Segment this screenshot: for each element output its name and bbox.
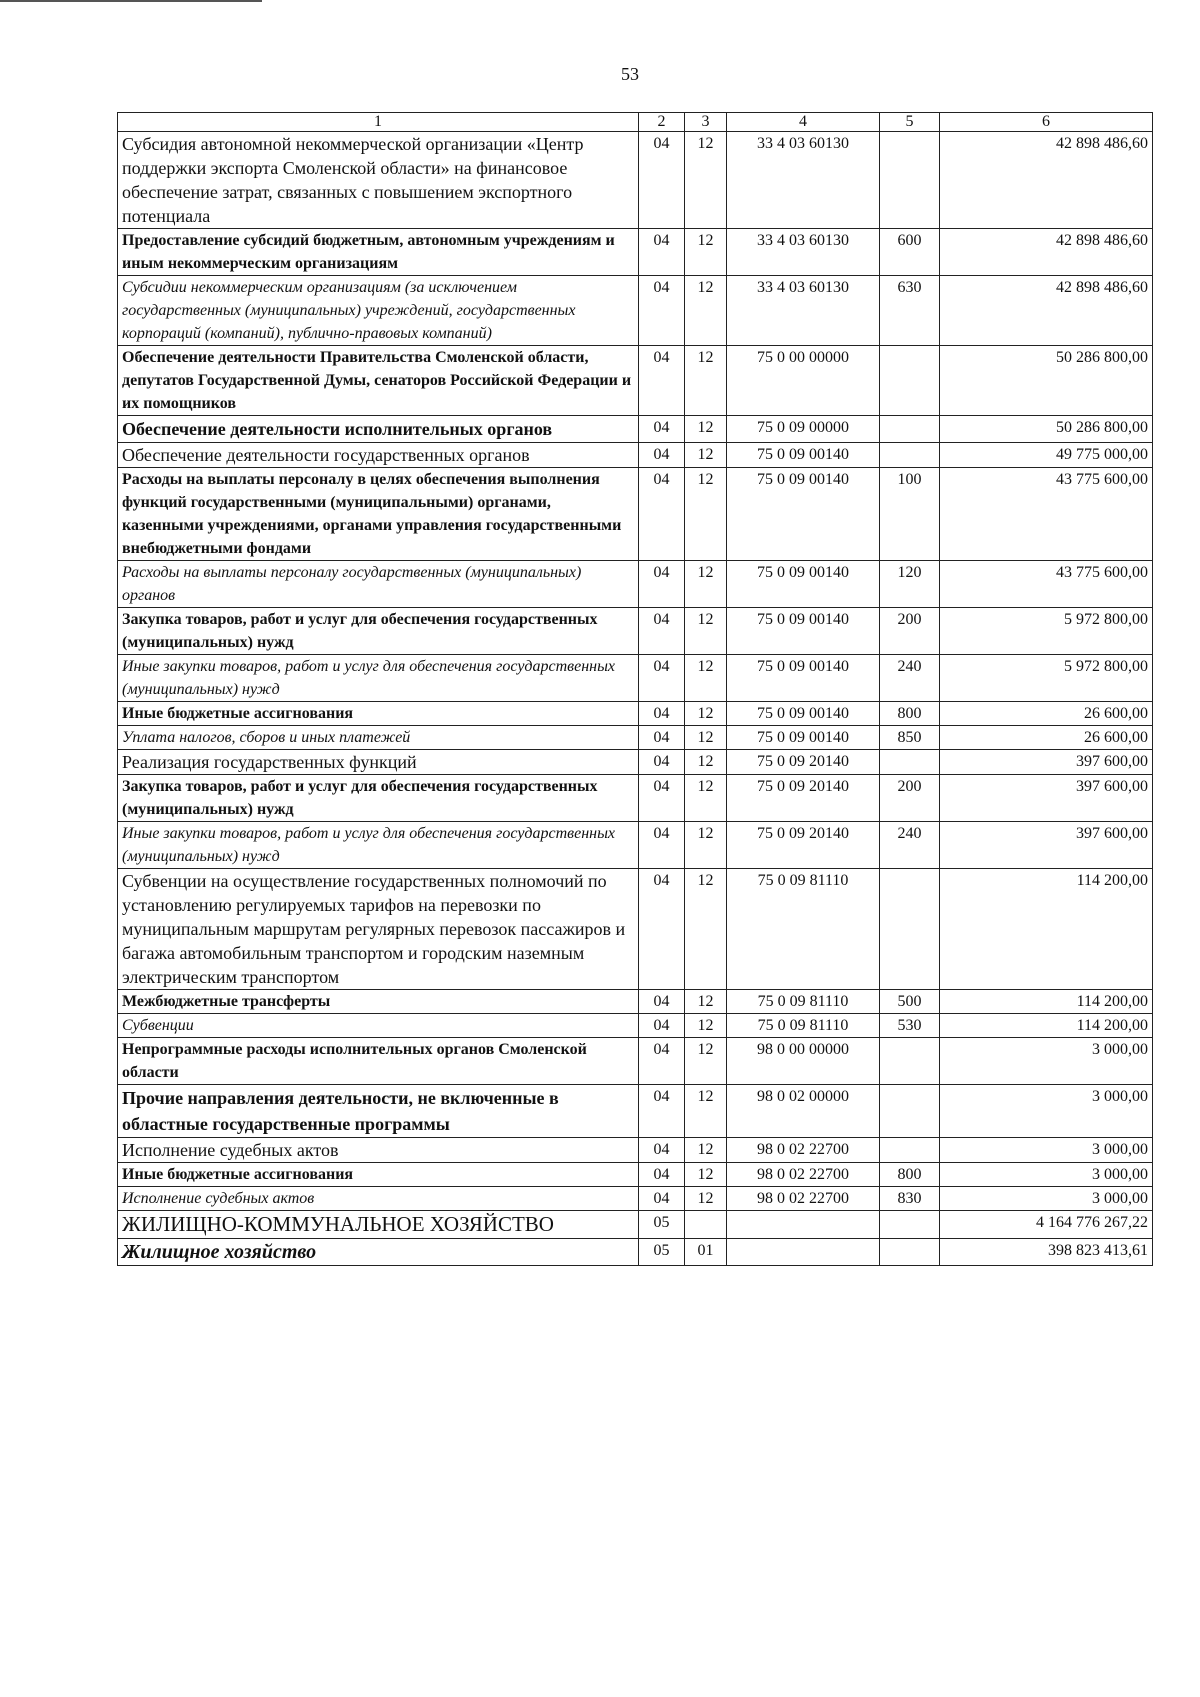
amount-cell: 398 823 413,61 — [940, 1239, 1153, 1266]
amount-cell: 397 600,00 — [940, 822, 1153, 869]
amount-cell: 43 775 600,00 — [940, 468, 1153, 561]
subsection-cell: 12 — [685, 775, 727, 822]
column-header: 1 — [118, 113, 639, 132]
row-name-cell: Жилищное хозяйство — [118, 1239, 639, 1266]
target-article-cell: 75 0 09 00140 — [727, 561, 880, 608]
subsection-cell: 12 — [685, 346, 727, 416]
subsection-cell: 12 — [685, 561, 727, 608]
section-cell: 04 — [639, 416, 685, 443]
section-cell: 04 — [639, 1085, 685, 1138]
expense-type-cell: 500 — [880, 990, 940, 1014]
table-row — [118, 1138, 1153, 1163]
budget-table — [117, 112, 1153, 1266]
subsection-cell: 12 — [685, 1038, 727, 1085]
row-name-cell: Иные бюджетные ассигнования — [118, 1163, 639, 1187]
table-row — [118, 346, 1153, 416]
target-article-cell: 75 0 00 00000 — [727, 346, 880, 416]
section-cell: 04 — [639, 869, 685, 990]
section-cell: 04 — [639, 1038, 685, 1085]
section-cell: 04 — [639, 443, 685, 468]
amount-cell: 42 898 486,60 — [940, 132, 1153, 229]
row-name-cell: Закупка товаров, работ и услуг для обеспечения государственных (муниципальных) нужд — [118, 608, 639, 655]
subsection-cell: 12 — [685, 608, 727, 655]
row-name-cell: Обеспечение деятельности исполнительных органов — [118, 416, 639, 443]
amount-cell: 3 000,00 — [940, 1038, 1153, 1085]
column-header-row — [118, 113, 1153, 132]
target-article-cell: 98 0 00 00000 — [727, 1038, 880, 1085]
amount-cell: 397 600,00 — [940, 750, 1153, 775]
row-name-cell: Субсидия автономной некоммерческой организации «Центр поддержки экспорта Смоленской области» на финансовое обеспечение затрат, связанных с повышением экспортного потенциала — [118, 132, 639, 229]
expense-type-cell: 240 — [880, 655, 940, 702]
table-row — [118, 561, 1153, 608]
column-header: 5 — [880, 113, 940, 132]
expense-type-cell — [880, 346, 940, 416]
expense-type-cell — [880, 132, 940, 229]
section-cell: 04 — [639, 702, 685, 726]
subsection-cell: 12 — [685, 726, 727, 750]
section-cell: 04 — [639, 468, 685, 561]
subsection-cell: 12 — [685, 443, 727, 468]
expense-type-cell: 240 — [880, 822, 940, 869]
expense-type-cell: 830 — [880, 1187, 940, 1211]
table-row — [118, 229, 1153, 276]
target-article-cell — [727, 1239, 880, 1266]
row-name-cell: Субсидии некоммерческим организациям (за исключением государственных (муниципальных) учреждений, государственных корпораций (компаний), публично-правовых компаний) — [118, 276, 639, 346]
row-name-cell: Иные закупки товаров, работ и услуг для обеспечения государственных (муниципальных) нужд — [118, 655, 639, 702]
column-header: 2 — [639, 113, 685, 132]
section-cell: 04 — [639, 346, 685, 416]
amount-cell: 3 000,00 — [940, 1138, 1153, 1163]
amount-cell: 114 200,00 — [940, 990, 1153, 1014]
row-name-cell: Расходы на выплаты персоналу в целях обеспечения выполнения функций государственными (муниципальными) органами, казенными учреждениями, органами управления государственными внебюджетными фондами — [118, 468, 639, 561]
subsection-cell: 12 — [685, 1187, 727, 1211]
target-article-cell: 75 0 09 81110 — [727, 869, 880, 990]
amount-cell: 3 000,00 — [940, 1163, 1153, 1187]
amount-cell: 43 775 600,00 — [940, 561, 1153, 608]
expense-type-cell — [880, 1038, 940, 1085]
target-article-cell: 33 4 03 60130 — [727, 132, 880, 229]
table-row — [118, 1163, 1153, 1187]
amount-cell: 114 200,00 — [940, 1014, 1153, 1038]
section-cell: 04 — [639, 132, 685, 229]
target-article-cell: 75 0 09 00140 — [727, 655, 880, 702]
row-name-cell: Обеспечение деятельности Правительства Смоленской области, депутатов Государственной Думы, сенаторов Российской Федерации и их помощников — [118, 346, 639, 416]
subsection-cell: 12 — [685, 750, 727, 775]
expense-type-cell: 600 — [880, 229, 940, 276]
target-article-cell: 75 0 09 00140 — [727, 702, 880, 726]
section-cell: 04 — [639, 775, 685, 822]
subsection-cell: 12 — [685, 1085, 727, 1138]
section-cell: 04 — [639, 561, 685, 608]
table-row — [118, 990, 1153, 1014]
expense-type-cell: 200 — [880, 608, 940, 655]
section-cell: 04 — [639, 1138, 685, 1163]
table-row — [118, 655, 1153, 702]
row-name-cell: Расходы на выплаты персоналу государственных (муниципальных) органов — [118, 561, 639, 608]
row-name-cell: Обеспечение деятельности государственных органов — [118, 443, 639, 468]
section-cell: 04 — [639, 276, 685, 346]
subsection-cell: 12 — [685, 468, 727, 561]
table-row — [118, 822, 1153, 869]
expense-type-cell: 850 — [880, 726, 940, 750]
table-row — [118, 132, 1153, 229]
subsection-cell: 12 — [685, 229, 727, 276]
row-name-cell: Уплата налогов, сборов и иных платежей — [118, 726, 639, 750]
target-article-cell: 98 0 02 22700 — [727, 1163, 880, 1187]
amount-cell: 5 972 800,00 — [940, 655, 1153, 702]
expense-type-cell: 200 — [880, 775, 940, 822]
expense-type-cell: 630 — [880, 276, 940, 346]
subsection-cell: 12 — [685, 702, 727, 726]
expense-type-cell: 800 — [880, 1163, 940, 1187]
subsection-cell: 12 — [685, 1014, 727, 1038]
target-article-cell: 75 0 09 81110 — [727, 1014, 880, 1038]
target-article-cell — [727, 1211, 880, 1239]
target-article-cell: 98 0 02 22700 — [727, 1138, 880, 1163]
row-name-cell: Непрограммные расходы исполнительных органов Смоленской области — [118, 1038, 639, 1085]
section-cell: 04 — [639, 750, 685, 775]
expense-type-cell: 530 — [880, 1014, 940, 1038]
subsection-cell: 12 — [685, 655, 727, 702]
table-row — [118, 608, 1153, 655]
subsection-cell: 01 — [685, 1239, 727, 1266]
table-row — [118, 1014, 1153, 1038]
target-article-cell: 75 0 09 20140 — [727, 775, 880, 822]
row-name-cell: Исполнение судебных актов — [118, 1187, 639, 1211]
row-name-cell: Межбюджетные трансферты — [118, 990, 639, 1014]
row-name-cell: Закупка товаров, работ и услуг для обеспечения государственных (муниципальных) нужд — [118, 775, 639, 822]
table-row — [118, 750, 1153, 775]
page-number: 53 — [621, 64, 639, 84]
target-article-cell: 33 4 03 60130 — [727, 229, 880, 276]
row-name-cell: ЖИЛИЩНО-КОММУНАЛЬНОЕ ХОЗЯЙСТВО — [118, 1211, 639, 1239]
amount-cell: 4 164 776 267,22 — [940, 1211, 1153, 1239]
expense-type-cell: 120 — [880, 561, 940, 608]
expense-type-cell — [880, 1211, 940, 1239]
column-header: 6 — [940, 113, 1153, 132]
target-article-cell: 75 0 09 00140 — [727, 726, 880, 750]
column-header: 3 — [685, 113, 727, 132]
section-cell: 05 — [639, 1211, 685, 1239]
table-row — [118, 1038, 1153, 1085]
target-article-cell: 75 0 09 00140 — [727, 443, 880, 468]
expense-type-cell — [880, 416, 940, 443]
target-article-cell: 98 0 02 00000 — [727, 1085, 880, 1138]
expense-type-cell — [880, 869, 940, 990]
table-row — [118, 702, 1153, 726]
expense-type-cell: 800 — [880, 702, 940, 726]
expense-type-cell — [880, 1085, 940, 1138]
subsection-cell: 12 — [685, 416, 727, 443]
row-name-cell: Иные бюджетные ассигнования — [118, 702, 639, 726]
subsection-cell: 12 — [685, 990, 727, 1014]
expense-type-cell — [880, 750, 940, 775]
table-row — [118, 1085, 1153, 1138]
table-row — [118, 1239, 1153, 1266]
table-row — [118, 869, 1153, 990]
expense-type-cell — [880, 1138, 940, 1163]
amount-cell: 26 600,00 — [940, 702, 1153, 726]
section-cell: 04 — [639, 655, 685, 702]
expense-type-cell — [880, 1239, 940, 1266]
table-row — [118, 1187, 1153, 1211]
section-cell: 04 — [639, 990, 685, 1014]
row-name-cell: Субвенции на осуществление государственных полномочий по установлению регулируемых тарифов на перевозки по муниципальным маршрутам регулярных перевозок пассажиров и багажа автомобильным транспортом и городским наземным электрическим транспортом — [118, 869, 639, 990]
amount-cell: 50 286 800,00 — [940, 346, 1153, 416]
section-cell: 04 — [639, 229, 685, 276]
subsection-cell: 12 — [685, 1163, 727, 1187]
expense-type-cell: 100 — [880, 468, 940, 561]
target-article-cell: 75 0 09 00140 — [727, 468, 880, 561]
row-name-cell: Иные закупки товаров, работ и услуг для обеспечения государственных (муниципальных) нужд — [118, 822, 639, 869]
amount-cell: 3 000,00 — [940, 1187, 1153, 1211]
table-row — [118, 443, 1153, 468]
amount-cell: 50 286 800,00 — [940, 416, 1153, 443]
target-article-cell: 98 0 02 22700 — [727, 1187, 880, 1211]
table-row — [118, 775, 1153, 822]
target-article-cell: 75 0 09 00000 — [727, 416, 880, 443]
target-article-cell: 75 0 09 20140 — [727, 750, 880, 775]
table-row — [118, 416, 1153, 443]
subsection-cell: 12 — [685, 1138, 727, 1163]
amount-cell: 42 898 486,60 — [940, 229, 1153, 276]
section-cell: 05 — [639, 1239, 685, 1266]
subsection-cell: 12 — [685, 869, 727, 990]
amount-cell: 397 600,00 — [940, 775, 1153, 822]
subsection-cell: 12 — [685, 132, 727, 229]
amount-cell: 42 898 486,60 — [940, 276, 1153, 346]
table-row — [118, 276, 1153, 346]
column-header: 4 — [727, 113, 880, 132]
subsection-cell — [685, 1211, 727, 1239]
row-name-cell: Реализация государственных функций — [118, 750, 639, 775]
section-cell: 04 — [639, 1163, 685, 1187]
amount-cell: 49 775 000,00 — [940, 443, 1153, 468]
row-name-cell: Исполнение судебных актов — [118, 1138, 639, 1163]
section-cell: 04 — [639, 822, 685, 869]
target-article-cell: 33 4 03 60130 — [727, 276, 880, 346]
subsection-cell: 12 — [685, 822, 727, 869]
section-cell: 04 — [639, 1014, 685, 1038]
amount-cell: 5 972 800,00 — [940, 608, 1153, 655]
amount-cell: 26 600,00 — [940, 726, 1153, 750]
row-name-cell: Субвенции — [118, 1014, 639, 1038]
section-cell: 04 — [639, 1187, 685, 1211]
target-article-cell: 75 0 09 00140 — [727, 608, 880, 655]
section-cell: 04 — [639, 726, 685, 750]
target-article-cell: 75 0 09 81110 — [727, 990, 880, 1014]
amount-cell: 114 200,00 — [940, 869, 1153, 990]
row-name-cell: Прочие направления деятельности, не включенные в областные государственные программы — [118, 1085, 639, 1138]
section-cell: 04 — [639, 608, 685, 655]
table-row — [118, 1211, 1153, 1239]
row-name-cell: Предоставление субсидий бюджетным, автономным учреждениям и иным некоммерческим организациям — [118, 229, 639, 276]
subsection-cell: 12 — [685, 276, 727, 346]
table-row — [118, 726, 1153, 750]
scan-edge-line — [0, 0, 262, 2]
expense-type-cell — [880, 443, 940, 468]
amount-cell: 3 000,00 — [940, 1085, 1153, 1138]
target-article-cell: 75 0 09 20140 — [727, 822, 880, 869]
table-row — [118, 468, 1153, 561]
